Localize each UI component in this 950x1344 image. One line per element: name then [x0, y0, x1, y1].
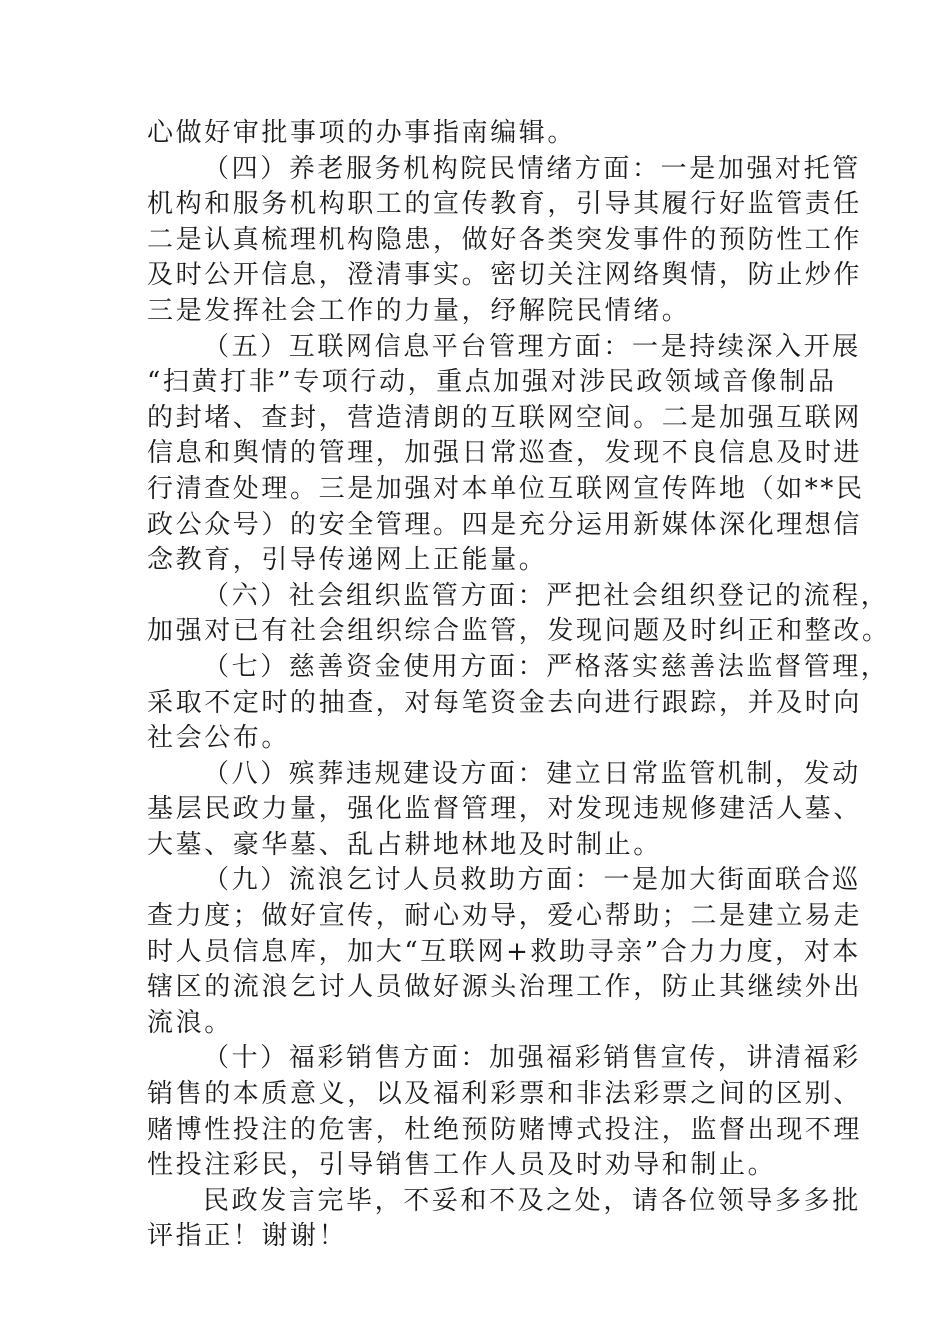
- paragraph-first-line: （十）福彩销售方面：加强福彩销售宣传，讲清福彩: [203, 1043, 861, 1074]
- paragraph-line: 时人员信息库，加大“互联网+救助寻亲”合力力度，对本: [147, 936, 861, 967]
- paragraph-line: 的封堵、查封，营造清朗的互联网空间。二是加强互联网: [147, 402, 863, 433]
- paragraph-line: 基层民政力量，强化监督管理，对发现违规修建活人墓、: [147, 794, 863, 825]
- paragraph-line: 大墓、豪华墓、乱占耕地林地及时制止。: [147, 829, 662, 860]
- paragraph-line: 加强对已有社会组织综合监管，发现问题及时纠正和整改。: [147, 616, 891, 647]
- paragraph-first-line: （六）社会组织监管方面：严把社会组织登记的流程，: [203, 580, 890, 611]
- paragraph-line: 念教育，引导传递网上正能量。: [147, 545, 548, 576]
- paragraph-line: 政公众号）的安全管理。四是充分运用新媒体深化理想信: [147, 509, 863, 540]
- paragraph-line: 行清查处理。三是加强对本单位互联网宣传阵地（如**民: [147, 473, 865, 504]
- paragraph-line: “扫黄打非”专项行动，重点加强对涉民政领域音像制品: [147, 367, 837, 398]
- paragraph-line: 辖区的流浪乞讨人员做好源头治理工作，防止其继续外出: [147, 972, 863, 1003]
- paragraph-line: 机构和服务机构职工的宣传教育，引导其履行好监管责任: [147, 189, 863, 220]
- paragraph-line: 查力度；做好宣传，耐心劝导，爱心帮助；二是建立易走: [147, 901, 863, 932]
- document-body: [147, 116, 891, 1255]
- paragraph-line: 流浪。: [147, 1007, 233, 1038]
- paragraph-line: 性投注彩民，引导销售工作人员及时劝导和制止。: [147, 1150, 777, 1181]
- paragraph-first-line: （七）慈善资金使用方面：严格落实慈善法监督管理，: [203, 651, 890, 682]
- paragraph-line: 心做好审批事项的办事指南编辑。: [147, 118, 577, 148]
- paragraph-line: 信息和舆情的管理，加强日常巡查，发现不良信息及时进: [147, 438, 863, 469]
- paragraph-first-line: （五）互联网信息平台管理方面：一是持续深入开展: [203, 331, 861, 362]
- paragraph-line: 及时公开信息，澄清事实。密切关注网络舆情，防止炒作: [147, 260, 863, 291]
- paragraph-line: 三是发挥社会工作的力量，纾解院民情绪。: [147, 295, 691, 326]
- paragraph-line: 赌博性投注的危害，杜绝预防赌博式投注，监督出现不理: [147, 1114, 863, 1145]
- paragraph-first-line: 民政发言完毕，不妥和不及之处，请各位领导多多批: [203, 1185, 861, 1216]
- paragraph-line: 销售的本质意义，以及福利彩票和非法彩票之间的区别、: [147, 1079, 863, 1110]
- paragraph-line: 评指正！谢谢！: [147, 1221, 348, 1252]
- paragraph-first-line: （四）养老服务机构院民情绪方面：一是加强对托管: [203, 153, 861, 184]
- paragraph-line: 二是认真梳理机构隐患，做好各类突发事件的预防性工作: [147, 224, 863, 255]
- paragraph-first-line: （九）流浪乞讨人员救助方面：一是加大街面联合巡: [203, 865, 861, 896]
- paragraph-line: 采取不定时的抽查，对每笔资金去向进行跟踪，并及时向: [147, 687, 863, 718]
- paragraph-first-line: （八）殡葬违规建设方面：建立日常监管机制，发动: [203, 758, 861, 789]
- paragraph-line: 社会公布。: [147, 723, 291, 754]
